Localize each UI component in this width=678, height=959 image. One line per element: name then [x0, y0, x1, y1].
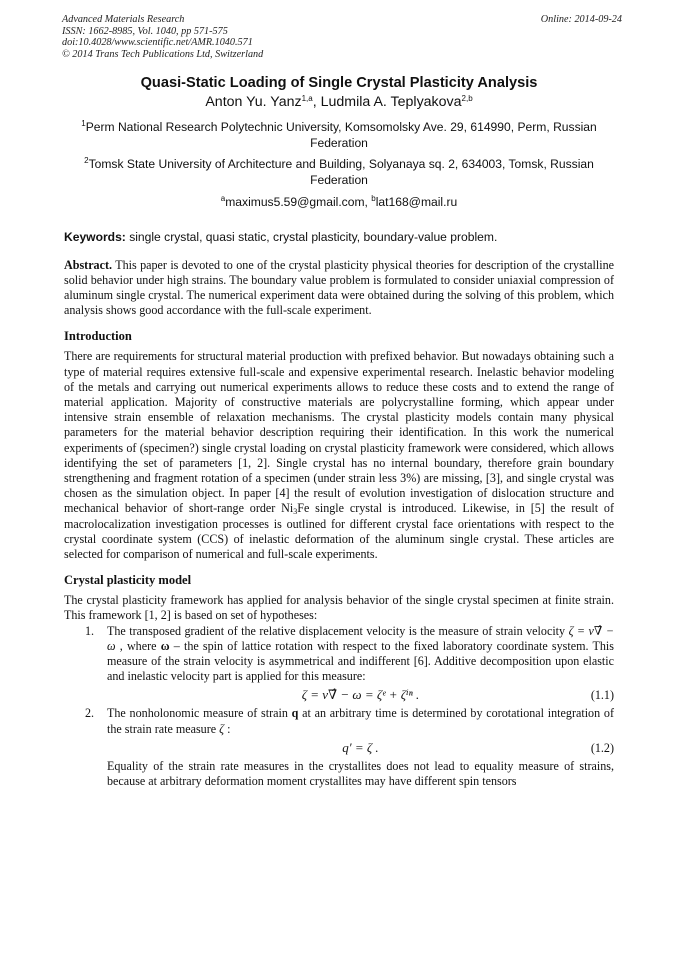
- affiliation: [64, 119, 614, 151]
- list-item-text: [107, 624, 614, 685]
- paragraph-text: :: [224, 721, 231, 736]
- paragraph-text: , where: [115, 638, 161, 653]
- paragraph-text: The transposed gradient of the relative displacement velocity is the measure of strain velocity: [107, 623, 569, 638]
- journal-copyright: © 2014 Trans Tech Publications Ltd, Switzerland: [62, 48, 264, 60]
- list-item-continuation: Equality of the strain rate measures in the crystallites does not lead to equality measure of strains, because at arbitrary deformation moment crystallites may have different spin tensors: [107, 758, 614, 789]
- online-date: Online: 2014-09-24: [540, 14, 622, 25]
- keywords-text: single crystal, quasi static, crystal plasticity, boundary-value problem.: [125, 230, 498, 245]
- author-emails: [64, 194, 614, 210]
- hypotheses-list: [64, 624, 614, 790]
- zeta-symbol: ζ: [219, 721, 225, 736]
- list-number: 2.: [85, 706, 95, 721]
- author-name: Ludmila A. Teplyakova: [320, 94, 462, 111]
- paragraph-text: at an arbitrary time is determined by corotational integration of the strain rate measure: [107, 706, 614, 736]
- equation-body: q′ = ζ .: [342, 739, 379, 755]
- equation-1-1: [107, 684, 614, 706]
- equation-body: ζ = v∇̂ − ω = ζᵉ + ζⁱⁿ .: [301, 687, 420, 703]
- q-symbol: q: [291, 706, 299, 721]
- author-separator: ,: [312, 94, 321, 111]
- list-number: 1.: [85, 623, 95, 638]
- abstract-label: Abstract.: [64, 257, 113, 272]
- abstract: [64, 258, 614, 319]
- author-affiliation-mark: 1,a: [301, 94, 313, 104]
- paragraph-text: There are requirements for structural material production with prefixed behavior. But nowadays obtaining such a type of material requires extensive full-scale and expensive experimental research. Inelastic behavior modeling of the metals and carrying out numerical experiments allows to reduce these costs and to extend the range of material application. Majority of constructive materials are polycrystalline forming, which appear under intensive strain ensemble of relaxation mechanisms. The crystal plasticity models contain many physical parameters for the material behavior description requiring their identification. In this work the numerical experiments of (specimen?) single crystal loading on crystal plasticity framework were considered, which allows identifying the set of parameters [1, 2]. Single crystal has no internal boundary, therefore grain boundary strengthening and fragment rotation of a specimen (under strain less 3%) are missing, [3], and single crystal was chosen as the simulation object. In paper [4] the result of evolution investigation of dislocation structure and mechanical behavior of short-range order Ni: [64, 349, 614, 516]
- paper-title: Quasi-Static Loading of Single Crystal Plasticity Analysis: [140, 75, 538, 92]
- affiliation-text: Tomsk State University of Architecture and Building, Solyanaya sq. 2, 634003, Tomsk, Russian Federation: [88, 157, 594, 188]
- equation-number: (1.2): [590, 740, 614, 755]
- keywords: [64, 230, 614, 245]
- subscript: 3: [293, 507, 298, 517]
- paragraph-text: – the spin of lattice rotation with respect to the fixed laboratory coordinate system. This measure of the strain velocity is asymmetrical and indifferent [6]. Additive decomposition upon elastic and inelastic velocity part is applied for this measure:: [107, 638, 614, 684]
- affiliation-mark: 1: [81, 119, 86, 129]
- equation-number: (1.1): [590, 688, 614, 703]
- email-mark: b: [371, 194, 376, 204]
- email-link[interactable]: lat168@mail.ru: [375, 195, 458, 210]
- section-heading-model: Crystal plasticity model: [64, 573, 192, 588]
- inline-formula: ζ = v∇̂ − ω: [107, 623, 614, 653]
- email-link[interactable]: maximus5.59@gmail.com: [225, 195, 365, 210]
- omega-symbol: ω: [160, 638, 170, 653]
- list-item: [64, 624, 614, 707]
- author-affiliation-mark: 2,b: [461, 94, 473, 104]
- model-intro-paragraph: The crystal plasticity framework has applied for analysis behavior of the single crystal specimen at finite strain. This framework [1, 2] is based on set of hypotheses:: [64, 593, 614, 623]
- list-item: [64, 706, 614, 789]
- list-item-text: [107, 706, 614, 736]
- affiliation: [64, 156, 614, 188]
- paragraph-text: Fe single crystal is introduced. Likewise, in [5] the result of macrolocalization investigation processes is outlined for different crystal face orientations with respect to the crystal coordinate system (CCS) of inelastic deformation of the aluminum single crystal. These articles are selected for comparison of numerical and full-scale experiments.: [64, 501, 614, 562]
- author-list: [64, 93, 614, 111]
- email-mark: a: [220, 194, 226, 204]
- introduction-paragraph: [64, 349, 614, 562]
- affiliation-text: Perm National Research Polytechnic University, Komsomolsky Ave. 29, 614990, Perm, Russian Federation: [85, 120, 597, 151]
- section-heading-introduction: Introduction: [64, 329, 132, 344]
- journal-header: [62, 14, 622, 60]
- email-separator: ,: [364, 195, 372, 210]
- journal-doi: doi:10.4028/www.scientific.net/AMR.1040.571: [62, 37, 253, 49]
- equation-1-2: [107, 737, 614, 759]
- journal-name: Advanced Materials Research: [62, 14, 185, 25]
- keywords-label: Keywords:: [64, 230, 126, 245]
- abstract-text: This paper is devoted to one of the crystal plasticity physical theories for description of the crystalline solid behavior under high strains. The boundary value problem is formulated to consider uniaxial compression of aluminum single crystal. The numerical experiment data were obtained during the solving of this problem, which analysis shows good accordance with the full-scale experiment.: [64, 257, 614, 318]
- author-name: Anton Yu. Yanz: [205, 94, 302, 111]
- journal-issn: ISSN: 1662-8985, Vol. 1040, pp 571-575: [62, 25, 228, 37]
- affiliation-mark: 2: [84, 156, 89, 166]
- paragraph-text: The nonholonomic measure of strain: [107, 706, 292, 721]
